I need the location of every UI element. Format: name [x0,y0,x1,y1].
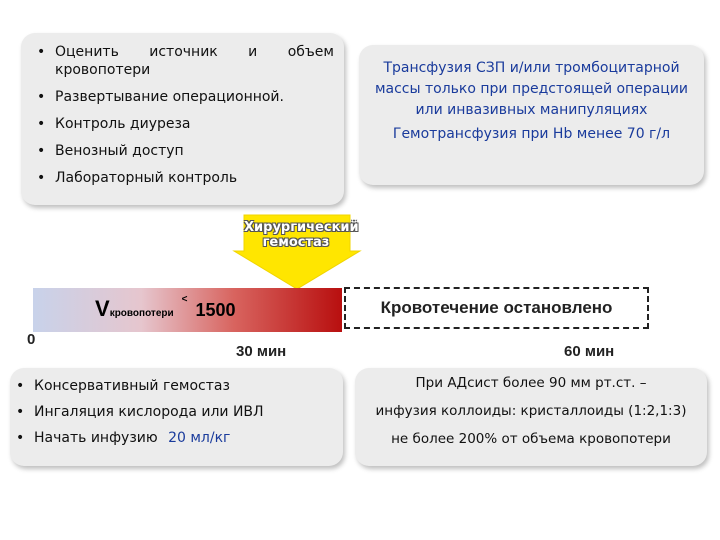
list-item-text: Оценить источник и объем [55,44,334,60]
conservative-care-list [12,378,343,447]
list-item [33,43,334,79]
blood-loss-volume-label: Vкровопотери<1500 [95,294,236,321]
infusion-criteria-line-1: При АДсист более 90 мм рт.ст. – [415,375,647,391]
bullet-icon: • [37,89,46,105]
list-item-text: Контроль диуреза [55,116,191,132]
infusion-criteria-card [355,368,707,466]
transfusion-card [359,45,704,185]
hemotransfusion-text: Гемотрансфузия при Hb менее 70 г/л [392,126,671,142]
list-item [33,88,334,106]
bullet-icon: • [37,44,46,60]
infusion-rate: 20 мл/кг [168,430,231,446]
infusion-criteria-line-2: инфузия коллоиды: кристаллоиды (1:2,1:3) [375,403,687,419]
list-item [12,378,343,395]
list-item-text: Лабораторный контроль [55,170,238,186]
bullet-icon: • [16,404,25,420]
time-tick-0: 0 [27,331,36,348]
time-tick-60: 60 мин [564,343,615,360]
list-item-text: Венозный доступ [55,143,184,159]
bullet-icon: • [37,116,46,132]
list-item-text-cont: кровопотери [55,62,151,78]
initial-actions-card [21,33,344,205]
bullet-icon: • [37,170,46,186]
infusion-criteria-line-3: не более 200% от объема кровопотери [391,431,671,447]
list-item-text: Развертывание операционной. [55,89,284,105]
conservative-care-card [10,368,343,466]
initial-actions-list [33,43,334,187]
list-item [33,169,334,187]
bullet-icon: • [16,430,25,446]
bullet-icon: • [16,378,25,394]
bullet-icon: • [37,143,46,159]
time-tick-30: 30 мин [236,343,287,360]
bleeding-stopped-box: Кровотечение остановлено [344,287,649,329]
surgical-hemostasis-label: Хирургический гемостаз [244,220,359,250]
list-item [33,142,334,160]
transfusion-text: Трансфузия СЗП и/или тромбоцитарной массы только при предстоящей операции или инвазивных манипуляциях [374,60,689,118]
list-item [33,115,334,133]
list-item [12,430,343,447]
list-item-text: Ингаляция кислорода или ИВЛ [34,404,264,420]
list-item [12,404,343,421]
list-item-text: Консервативный гемостаз [34,378,230,394]
list-item-text: Начать инфузию [34,430,158,446]
